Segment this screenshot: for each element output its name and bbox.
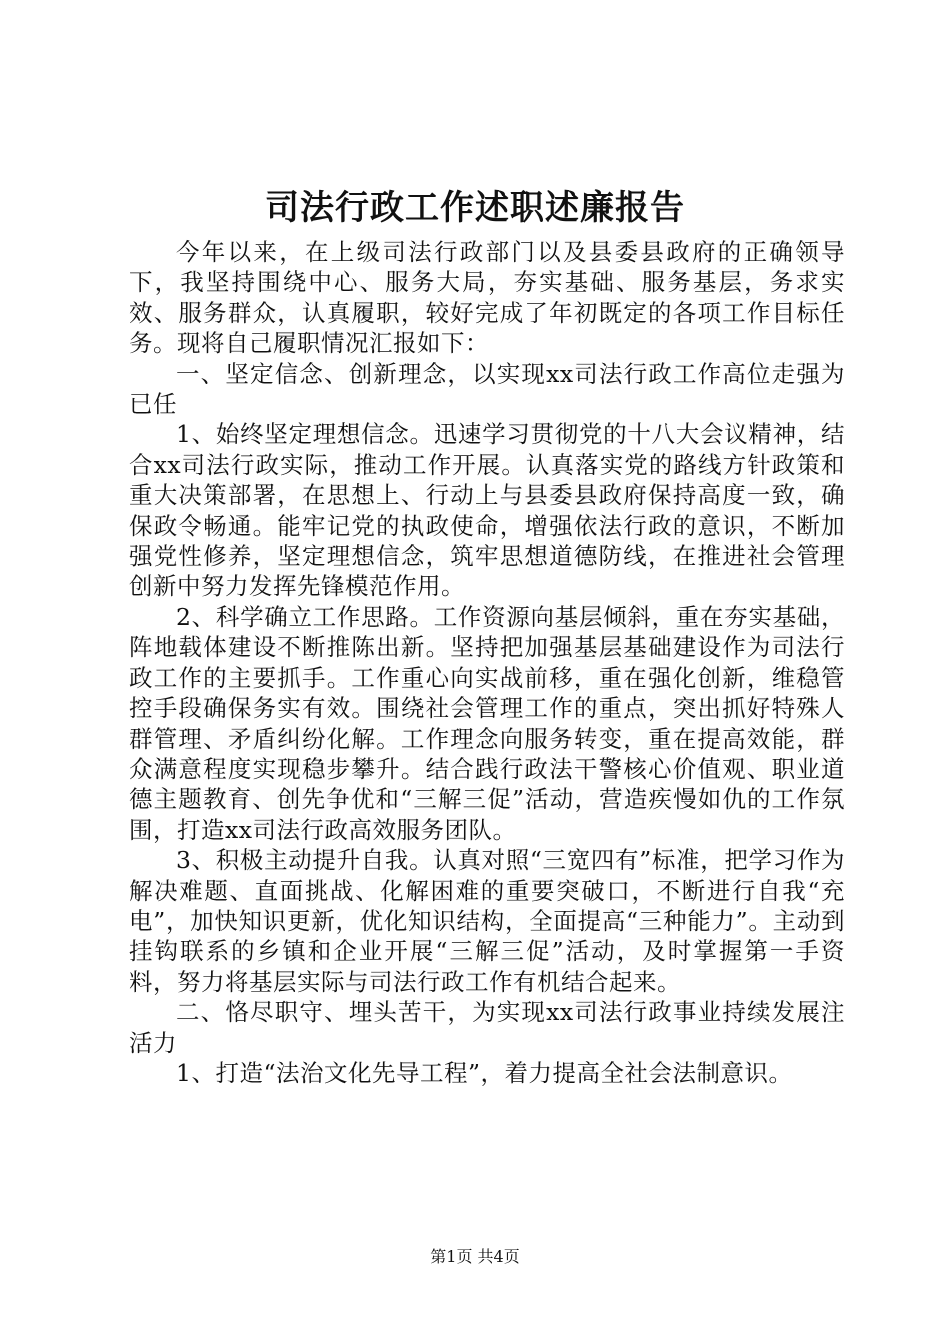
document-body [129, 237, 845, 1088]
document-title: 司法行政工作述职述廉报告 [265, 188, 685, 228]
paragraph-intro: 今年以来，在上级司法行政部门以及县委县政府的正确领导下，我坚持围绕中心、服务大局，夯实基础、服务基层，务求实效、服务群众，认真履职，较好完成了年初既定的各项工作目标任务。现将自己履职情况汇报如下： [129, 238, 845, 358]
paragraph-1-2: 2、科学确立工作思路。工作资源向基层倾斜，重在夯实基础，阵地载体建设不断推陈出新。坚持把加强基层基础建设作为司法行政工作的主要抓手。工作重心向实战前移，重在强化创新，维稳管控手段确保务实有效。围绕社会管理工作的重点，突出抓好特殊人群管理、矛盾纠纷化解。工作理念向服务转变，重在提高效能，群众满意程度实现稳步攀升。结合践行政法干警核心价值观、职业道德主题教育、创先争优和“三解三促”活动，营造疾慢如仇的工作氛围，打造xx司法行政高效服务团队。 [129, 602, 845, 844]
section-heading-1: 一、坚定信念、创新理念，以实现xx司法行政工作高位走强为已任 [129, 359, 845, 419]
section-heading-2: 二、恪尽职守、埋头苦干，为实现xx司法行政事业持续发展注活力 [129, 998, 845, 1057]
paragraph-1-1: 1、始终坚定理想信念。迅速学习贯彻党的十八大会议精神，结合xx司法行政实际，推动工作开展。认真落实党的路线方针政策和重大决策部署，在思想上、行动上与县委县政府保持高度一致，确保政令畅通。能牢记党的执政使命，增强依法行政的意识，不断加强党性修养，坚定理想信念，筑牢思想道德防线，在推进社会管理创新中努力发挥先锋模范作用。 [129, 420, 845, 601]
paragraph-1-3: 3、积极主动提升自我。认真对照“三宽四有”标准，把学习作为解决难题、直面挑战、化解困难的重要突破口，不断进行自我“充电”，加快知识更新，优化知识结构，全面提高“三种能力”。主动到挂钩联系的乡镇和企业开展“三解三促”活动，及时掌握第一手资料，努力将基层实际与司法行政工作有机结合起来。 [129, 846, 845, 996]
page-footer: 第1页 共4页 [430, 1247, 520, 1266]
paragraph-2-1: 1、打造“法治文化先导工程”，着力提高全社会法制意识。 [176, 1058, 793, 1087]
